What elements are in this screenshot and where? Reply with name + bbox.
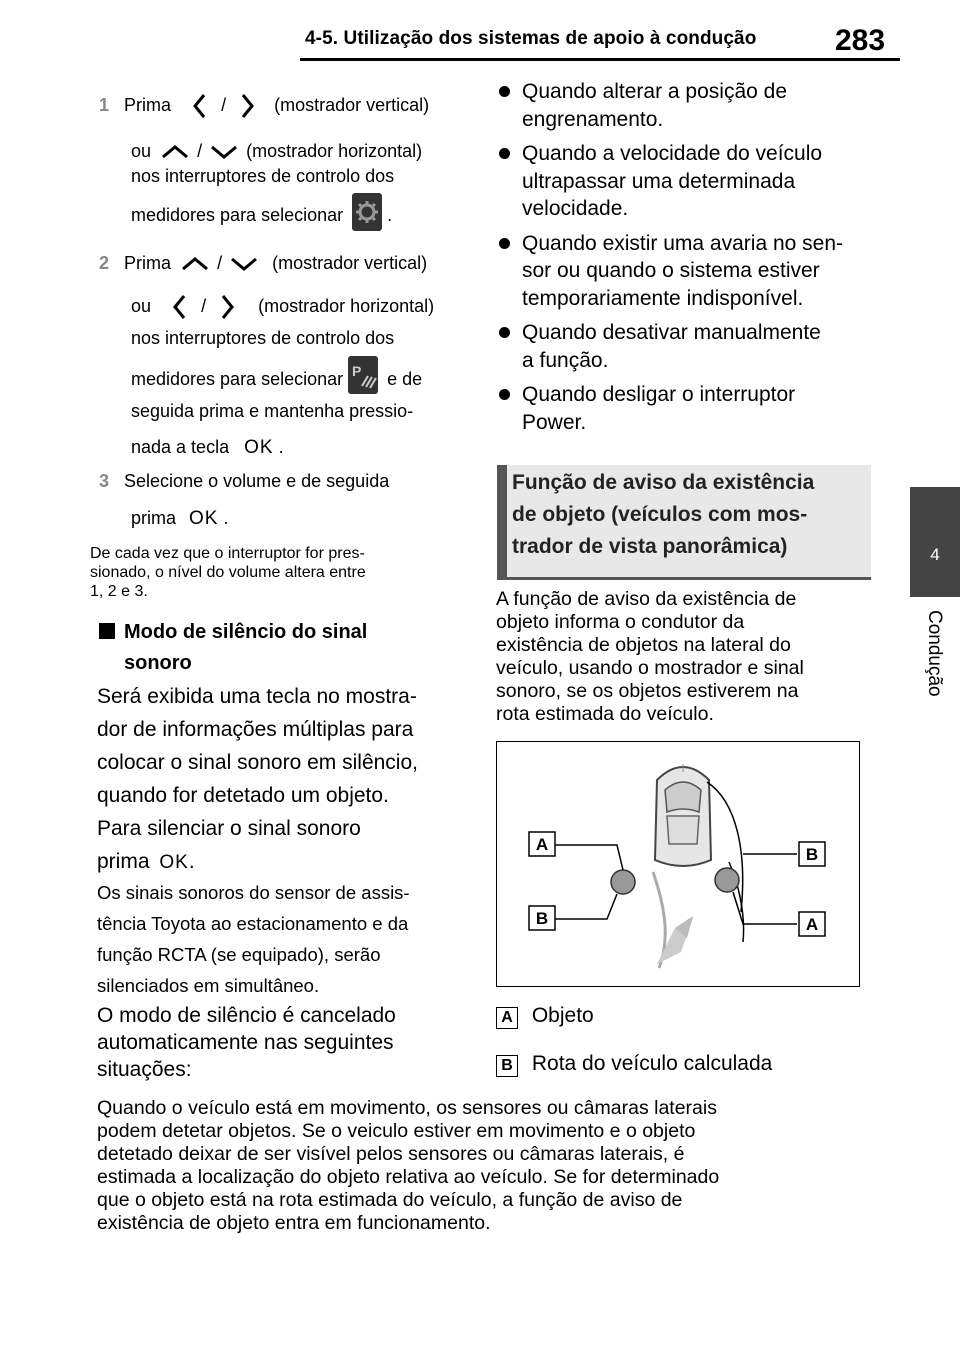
step-1-line-2	[131, 138, 422, 164]
chevron-up-icon	[160, 143, 190, 161]
step-text: (mostrador vertical)	[274, 95, 430, 115]
body-line: A função de aviso da existência de	[496, 588, 797, 610]
subsection-square-icon	[99, 623, 115, 639]
section-title-line: trador de vista panorâmica)	[512, 535, 788, 558]
step-text: medidores para selecionar	[131, 369, 344, 389]
car-icon	[655, 764, 711, 866]
cancel-conditions-list	[522, 78, 882, 436]
body-line: Será exibida uma tecla no mostra-	[97, 685, 417, 708]
list-item	[522, 381, 882, 436]
body-line: existência de objetos na lateral do	[496, 634, 791, 656]
list-item	[522, 140, 882, 223]
step-3-line-2	[131, 505, 229, 532]
step-text: medidores para selecionar	[131, 204, 344, 225]
step-1-line-1	[99, 92, 429, 119]
chevron-up-icon	[180, 255, 210, 273]
note-line: sionado, o nível do volume altera entre	[90, 564, 366, 581]
step-text: nos interruptores de controlo dos	[131, 328, 395, 348]
list-item	[522, 319, 882, 374]
chapter-number: 4	[930, 545, 940, 564]
list-line: engrenamento.	[522, 107, 664, 131]
body-line: podem detetar objetos. Se o veiculo estiver em movimento e o objeto	[97, 1120, 696, 1142]
legend-key: A	[496, 1007, 518, 1029]
note-line: De cada vez que o interruptor for pres-	[90, 545, 365, 562]
legend-item-a	[496, 1004, 594, 1029]
legend-text: Objeto	[531, 1004, 594, 1027]
body-line: O modo de silêncio é cancelado	[97, 1004, 396, 1027]
step-text: seguida prima e mantenha pressio-	[131, 401, 414, 421]
car-diagram-illustration	[497, 742, 859, 986]
body-line: quando for detetado um objeto.	[97, 784, 389, 807]
body-line: detetado deixar de ser visível pelos sensores ou câmaras laterais, é	[97, 1143, 685, 1165]
body-line: automaticamente nas seguintes	[97, 1031, 394, 1054]
body-line: Para silenciar o sinal sonoro	[97, 817, 361, 840]
step-text: Prima	[124, 253, 172, 273]
body-text: prima	[97, 850, 150, 873]
step-2-line-4	[131, 363, 423, 394]
step-text: .	[387, 204, 393, 225]
body-line: colocar o sinal sonoro em silêncio,	[97, 751, 418, 774]
note-line: silenciados em simultâneo.	[97, 975, 320, 996]
section-title	[512, 467, 857, 563]
step-text: Prima	[124, 95, 172, 115]
body-line: sonoro, se os objetos estiverem na	[496, 680, 799, 702]
list-line: Quando alterar a posição de	[522, 80, 788, 103]
chapter-tab	[910, 487, 960, 597]
mute-title	[124, 617, 367, 679]
body-line: Quando o veículo está em movimento, os sensores ou câmaras laterais	[97, 1097, 717, 1119]
parking-sensor-icon	[348, 356, 378, 394]
gear-settings-icon	[352, 193, 382, 231]
chevron-right-icon	[237, 93, 257, 119]
body-line	[97, 845, 418, 879]
body-line: existência de objeto entra em funcionamento.	[97, 1212, 491, 1234]
section-body	[496, 588, 804, 726]
body-line: situações:	[97, 1058, 192, 1081]
section-title-line: de objeto (veículos com mos-	[512, 503, 808, 526]
list-line: velocidade.	[522, 197, 629, 220]
list-item	[522, 78, 882, 133]
step-2-line-1	[99, 250, 427, 276]
body-line: objeto informa o condutor da	[496, 611, 745, 633]
svg-text:P: P	[352, 363, 362, 380]
ok-key-icon: OK	[189, 508, 219, 529]
step-1-line-4	[131, 201, 392, 231]
volume-note	[90, 544, 366, 601]
chevron-down-icon	[209, 143, 239, 161]
chevron-left-icon	[190, 93, 210, 119]
step-1-number: 1	[99, 95, 110, 115]
step-text: Selecione o volume e de seguida	[124, 471, 390, 491]
object-marker	[611, 870, 635, 894]
chevron-left-icon	[170, 294, 190, 320]
step-text: .	[223, 508, 229, 528]
cancel-body	[97, 1002, 396, 1083]
label-a: A	[535, 835, 549, 854]
page-number: 283	[835, 24, 886, 57]
body-text: .	[188, 850, 195, 873]
note-line: Os sinais sonoros do sensor de assis-	[97, 882, 410, 903]
step-3-line-1	[99, 468, 389, 494]
note-line: função RCTA (se equipado), serão	[97, 944, 381, 965]
step-2-line-2	[131, 293, 434, 320]
step-text: /	[201, 296, 207, 316]
footer-paragraph	[97, 1097, 719, 1235]
mute-body	[97, 680, 418, 879]
list-line: a função.	[522, 348, 609, 372]
list-line: Quando desligar o interruptor	[522, 383, 796, 406]
list-line: Quando existir uma avaria no sen-	[522, 231, 843, 255]
list-line: ultrapassar uma determinada	[522, 169, 796, 193]
step-text: .	[278, 437, 284, 457]
label-a: A	[805, 915, 819, 934]
body-line: que o objeto está na rota estimada do veículo, a função de aviso de	[97, 1189, 683, 1211]
step-text: nos interruptores de controlo dos	[131, 166, 395, 186]
step-text: prima	[131, 508, 177, 528]
step-text: ou	[131, 296, 152, 316]
body-line: veículo, usando o mostrador e sinal	[496, 657, 804, 679]
body-line: estimada a localização do objeto relativa ao veículo. Se for determinado	[97, 1166, 720, 1188]
body-line: rota estimada do veículo.	[496, 703, 714, 725]
label-b: B	[805, 845, 819, 864]
chevron-down-icon	[229, 255, 259, 273]
section-heading: 4-5. Utilização dos sistemas de apoio à condução	[305, 28, 757, 49]
header-rule	[300, 58, 900, 61]
legend-item-b	[496, 1052, 772, 1077]
step-text: e de	[387, 369, 423, 389]
list-line: temporariamente indisponível.	[522, 286, 804, 310]
mute-title-line: Modo de silêncio do sinal	[124, 621, 368, 643]
step-text: (mostrador horizontal)	[246, 141, 423, 161]
list-line: sor ou quando o sistema estiver	[522, 259, 820, 282]
note-line: tência Toyota ao estacionamento e da	[97, 913, 409, 934]
object-marker	[715, 868, 739, 892]
label-b: B	[535, 909, 549, 928]
ok-key-icon: OK	[244, 437, 274, 458]
legend-key: B	[496, 1055, 518, 1077]
object-warning-diagram	[496, 741, 860, 987]
list-line: Power.	[522, 410, 587, 434]
step-text: /	[217, 253, 223, 273]
body-line: dor de informações múltiplas para	[97, 718, 414, 741]
step-3-number: 3	[99, 471, 110, 491]
step-text: ou	[131, 141, 152, 161]
list-line: Quando a velocidade do veículo	[522, 142, 823, 165]
chapter-label: Condução	[924, 610, 945, 697]
step-text: /	[197, 141, 203, 161]
mute-note	[97, 877, 410, 1001]
step-text: (mostrador horizontal)	[258, 296, 435, 316]
step-text: nada a tecla	[131, 437, 230, 457]
legend-text: Rota do veículo calculada	[531, 1052, 773, 1075]
note-line: 1, 2 e 3.	[90, 583, 148, 600]
chevron-right-icon	[217, 294, 237, 320]
ok-key-icon: OK	[159, 852, 189, 873]
mute-title-line: sonoro	[124, 652, 192, 674]
step-2-line-6	[131, 434, 284, 461]
step-2-number: 2	[99, 253, 110, 273]
reverse-arrow-icon	[657, 916, 693, 964]
list-line: Quando desativar manualmente	[522, 321, 821, 344]
list-item	[522, 230, 882, 313]
section-title-line: Função de aviso da existência	[512, 471, 815, 494]
step-text: /	[221, 95, 227, 115]
step-text: (mostrador vertical)	[272, 253, 428, 273]
